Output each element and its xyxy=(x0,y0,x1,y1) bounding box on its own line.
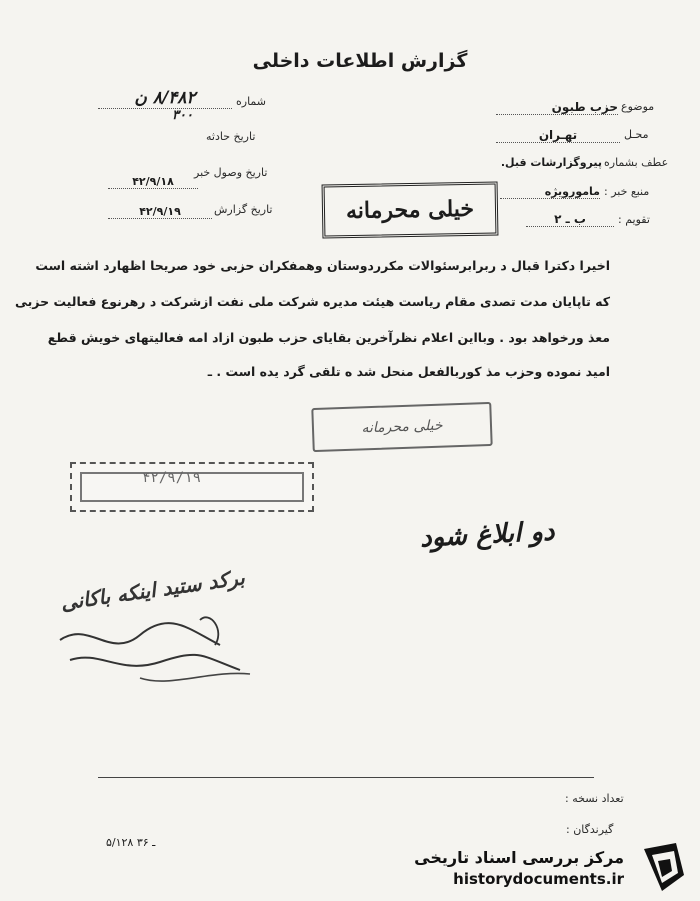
body-line-2: که تاپایان مدت تصدی مقام ریاست هیئت مدیره شرکت ملی نفت ازشرکت د رهرنوع فعالیت حزبی xyxy=(14,294,610,309)
mahal-label: محـل xyxy=(624,128,649,141)
tarikh-hadeseh-label: تاریخ حادثه xyxy=(206,130,256,143)
logo-title: مرکز بررسی اسناد تاریخی xyxy=(414,848,624,867)
tarikh-vosul-value: ۴۲/۹/۱۸ xyxy=(108,175,198,189)
tedad-noskheh-label: تعداد نسخه : xyxy=(565,792,624,805)
signature-scribble xyxy=(50,600,270,690)
logo-icon xyxy=(634,839,690,895)
taghvim-value: ب ـ ۲ xyxy=(526,212,614,227)
shomareh-label: شماره xyxy=(236,95,267,108)
footer-divider xyxy=(98,777,594,778)
boxed-stamp-number: ۴۲/۹/۱۹ xyxy=(142,470,202,486)
body-line-3: معذ ورخواهد بود . وبااین اعلام نظرآخرین بقایای حزب طبون ازاد امه فعالیتهای خویش قطع xyxy=(47,330,610,345)
tarikh-vosul-label: تاریخ وصول خبر xyxy=(194,166,268,179)
manba-label: منبع خبر : xyxy=(604,185,650,198)
handwritten-note-right: دو ابلاغ شود xyxy=(419,516,556,554)
handwritten-note-left: برکد ستید اینکه باکانی xyxy=(59,565,247,615)
shomareh-value: ۸/۴۸۲ ن xyxy=(98,88,232,109)
atf-value: پیروگزارشات قبل. xyxy=(500,156,602,169)
body-line-1: اخیرا دکترا قبال د ربرابرسئوالات مکرردوستان وهمفکران حزبی خود صریحا اظهارد اشته است xyxy=(35,258,610,273)
atf-label: عطف بشماره xyxy=(604,156,669,169)
girandegan-label: گیرندگان : xyxy=(566,823,614,836)
mozu-label: موضوع xyxy=(621,100,655,113)
tarikh-gozaresh-value: ۴۲/۹/۱۹ xyxy=(108,205,212,219)
taghvim-label: تقویم : xyxy=(618,213,650,226)
mahal-value: تهـران xyxy=(496,128,620,143)
document-title: گزارش اطلاعات داخلی xyxy=(252,50,468,72)
classification-stamp: خیلی محرمانه xyxy=(322,181,499,238)
manba-value: مامورویژه xyxy=(500,185,600,199)
logo-url: historydocuments.ir xyxy=(453,870,624,888)
body-line-4: امید نموده وحزب مذ کوربالفعل منحل شد ه تلقی گرد یده است . ـ xyxy=(207,364,610,379)
handwritten-stamp: خیلی محرمانه xyxy=(311,402,492,452)
tarikh-gozaresh-label: تاریخ گزارش xyxy=(214,203,273,216)
mozu-value: حزب طبون xyxy=(496,100,618,115)
shomareh-sub: ۳۰۰ xyxy=(172,108,193,123)
document-code: ۵/۱۲۸ ـ ۳۶ xyxy=(106,836,156,849)
boxed-number-stamp xyxy=(70,462,314,512)
